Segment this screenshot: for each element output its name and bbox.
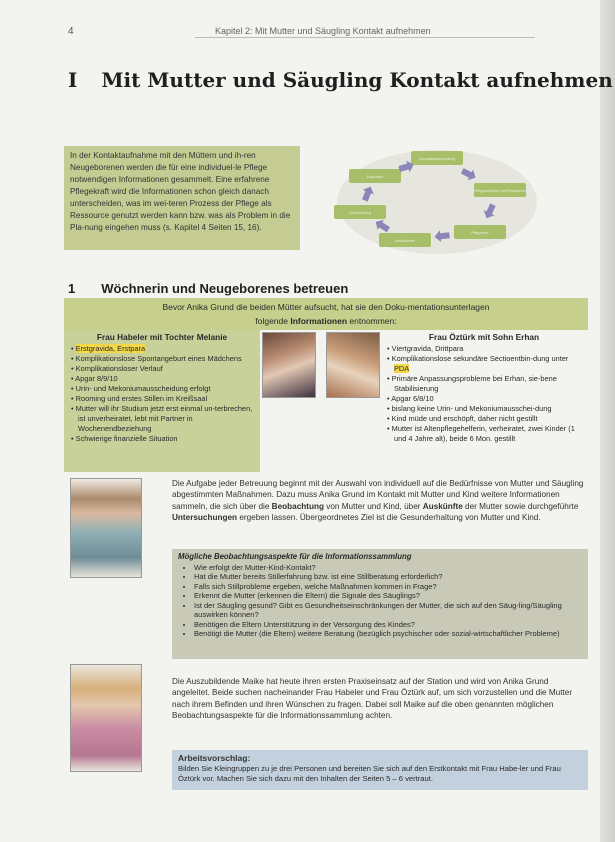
list-item: • Komplikationsloser Verlauf bbox=[78, 364, 254, 374]
work-suggestion-box bbox=[172, 750, 588, 790]
cycle-node-label: Informationssammlung bbox=[418, 157, 456, 161]
list-item: • Komplikationslose Spontangeburt eines Mädchens bbox=[78, 354, 254, 364]
list-item: • Mutter will ihr Studium jetzt erst einmal un-terbrechen, ist unverheiratet, lebt mit Partner in Wochenendbeziehung bbox=[78, 404, 254, 434]
title-numeral: I bbox=[68, 68, 78, 92]
list-item: • Schwierige finanzielle Situation bbox=[78, 434, 254, 444]
section-heading bbox=[68, 281, 348, 296]
list-item: • Primäre Anpassungsprobleme bei Erhan, sie-bene Stabilisierung bbox=[394, 374, 582, 394]
patient-oeztuerk-list bbox=[386, 344, 582, 444]
cycle-node-label: Pflegeprobleme und Ressourcen bbox=[473, 189, 527, 193]
patient-habeler-heading: Frau Habeler mit Tochter Melanie bbox=[96, 332, 228, 342]
photo-nurse-anika bbox=[70, 478, 142, 578]
cycle-node bbox=[454, 225, 506, 239]
observation-aspects-box bbox=[172, 549, 588, 659]
observation-aspects-title: Mögliche Beobachtungsaspekte für die Informationssammlung bbox=[178, 552, 412, 561]
cycle-node bbox=[411, 151, 463, 165]
list-item: • Viertgravida, Drittpara bbox=[394, 344, 582, 354]
list-item: • bislang keine Urin- und Mekoniumausschei-dung bbox=[394, 404, 582, 414]
header-rule bbox=[195, 37, 535, 38]
list-item: • Erkennt die Mutter (erkennen die Eltern) die Signale des Säuglings? bbox=[194, 591, 582, 601]
intro-text: In der Kontaktaufnahme mit den Müttern und ih-ren Neugeborenen werden die für eine individuel-le Pflege notwendigen Informationen gesammelt. Eine erfahrene Pflegekraft wird die Informationen schon gleich danach unterscheiden, was im wei-teren Prozess der Pflege als Ressource genutzt werden kann bzw. was als Problem in die Pla-nung eingehen muss (s. Kapitel 4 Seiten 15, 16). bbox=[70, 151, 291, 232]
section-title: Wöchnerin und Neugeborenes betreuen bbox=[101, 281, 349, 296]
para1-text2: von Mutter und Kind, über bbox=[323, 501, 423, 511]
observation-aspects-list bbox=[178, 563, 582, 639]
info-intro-bold: Informationen bbox=[290, 316, 348, 326]
photo-habeler-mother-child bbox=[262, 332, 316, 398]
info-intro-post: entnommen: bbox=[347, 316, 397, 326]
list-item: • Wie erfolgt der Mutter-Kind-Kontakt? bbox=[194, 563, 582, 573]
cycle-node-label: Evaluation bbox=[366, 175, 384, 179]
list-item: • Ist der Säugling gesund? Gibt es Gesundheitseinschränkungen der Mutter, die sich auf den Säug-ling/Säugling auswirken können? bbox=[194, 601, 582, 620]
list-item: • Benötigt die Mutter (die Eltern) weitere Beratung (bezüglich psychischer oder sozial-wirtschaftlicher Probleme) bbox=[194, 629, 582, 639]
page-number: 4 bbox=[68, 26, 74, 37]
list-item: • Mutter ist Altenpflegehelferin, verheiratet, zwei Kinder (1 und 4 Jahre alt), beide 6 Mon. gestillt bbox=[394, 424, 582, 444]
list-item: • Komplikationslose sekundäre Sectioentbin-dung unter PDA bbox=[394, 354, 582, 374]
info-intro-line2 bbox=[64, 314, 588, 328]
photo-trainee-maike bbox=[70, 664, 142, 772]
list-item: • Benötigen die Eltern Unterstützung in der Versorgung des Kindes? bbox=[194, 620, 582, 630]
trainee-paragraph bbox=[172, 676, 588, 722]
info-intro-line1: Bevor Anika Grund die beiden Mütter aufsucht, hat sie den Doku-mentationsunterlagen bbox=[162, 302, 490, 312]
list-item: • Urin- und Mekoniumausscheidung erfolgt bbox=[78, 384, 254, 394]
cycle-node bbox=[334, 205, 386, 219]
patient-oeztuerk-heading: Frau Öztürk mit Sohn Erhan bbox=[428, 332, 540, 342]
patient-oeztuerk-box bbox=[380, 330, 588, 472]
cycle-node-label: Durchführung bbox=[349, 211, 371, 215]
cycle-node bbox=[474, 183, 526, 197]
intro-box bbox=[64, 146, 300, 250]
work-suggestion-title: Arbeitsvorschlag: bbox=[178, 753, 251, 763]
info-intro-pre: folgende bbox=[255, 316, 291, 326]
title-text: Mit Mutter und Säugling Kontakt aufnehmen bbox=[101, 68, 613, 92]
para1-bold3: Untersuchungen bbox=[172, 513, 238, 523]
list-item: • Rooming und erstes Stillen im Kreißsaal bbox=[78, 394, 254, 404]
cycle-node bbox=[379, 233, 431, 247]
para1-text3: der Mutter sowie durchgeführte bbox=[462, 501, 579, 511]
para1-bold1: Beobachtung bbox=[271, 501, 324, 511]
list-item: • Kind müde und erschöpft, daher nicht gestillt bbox=[394, 414, 582, 424]
care-process-cycle-diagram bbox=[330, 140, 545, 260]
para1-text4: ergeben lassen. Übergeordnetes Ziel ist die Gesunderhaltung von Mutter und Kind. bbox=[237, 513, 541, 523]
page-title bbox=[68, 68, 613, 92]
cycle-node bbox=[349, 169, 401, 183]
work-suggestion-text: Bilden Sie Kleingruppen zu je drei Personen und bereiten Sie sich auf den Erstkontakt mit Frau Habe-ler und Frau Öztürk vor. Machen Sie sich dazu mit den Inhalten der Seiten 5 – 6 vertraut. bbox=[178, 764, 561, 783]
section-number: 1 bbox=[68, 281, 76, 296]
photo-oeztuerk-mother-child bbox=[326, 332, 380, 398]
list-item: • Hat die Mutter bereits Stillerfahrung bzw. ist eine Stillberatung erforderlich? bbox=[194, 572, 582, 582]
para1-bold2: Auskünfte bbox=[422, 501, 463, 511]
list-item: • Apgar 8/9/10 bbox=[78, 374, 254, 384]
cycle-node-label: Maßnahmen bbox=[394, 239, 416, 243]
list-item: • Apgar 6/8/10 bbox=[394, 394, 582, 404]
list-item: • Erstgravida, Erstpara bbox=[78, 344, 254, 354]
para1-text1: Die Aufgabe jeder Betreuung beginnt mit der Auswahl von individuell auf die Bedürfnisse von Mutter und Säugling abgestimmten Maßnahmen. Dazu muss Anika Grund im Kontakt mit Mutter und Kind weitere Informationen sammeln, die sich über die bbox=[172, 479, 584, 511]
trainee-paragraph-text: Die Auszubildende Maike hat heute ihren ersten Praxiseinsatz auf der Station und wird von Anika Grund angeleitet. Beide suchen nacheinander Frau Habeler und Frau Öztürk auf, um sich vorzustellen und die Mutter nach ihrem Befinden und ihren Wünschen zu fragen. Dabei soll Maike auf die oben genannten möglichen Beobachtungsaspekte für die Informationssammlung achten. bbox=[172, 677, 573, 721]
cycle-node-label: Pflegeziele bbox=[471, 231, 489, 235]
list-item: • Falls sich Stillprobleme ergeben, welche Maßnahmen kommen in Frage? bbox=[194, 582, 582, 592]
running-title: Kapitel 2: Mit Mutter und Säugling Kontakt aufnehmen bbox=[215, 26, 431, 36]
scan-edge bbox=[600, 0, 615, 842]
care-task-paragraph bbox=[172, 478, 588, 524]
patient-habeler-list bbox=[70, 344, 254, 444]
info-intro-box bbox=[64, 298, 588, 330]
patient-habeler-box bbox=[64, 330, 260, 472]
